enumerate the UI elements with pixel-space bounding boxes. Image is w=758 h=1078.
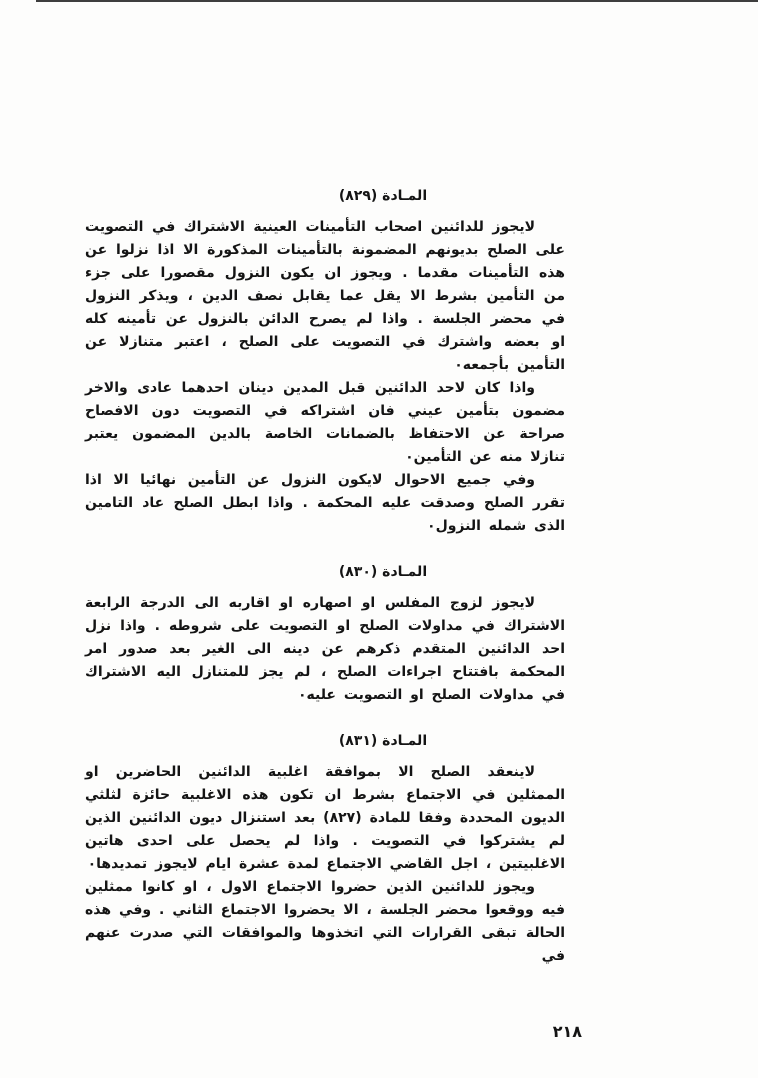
text-column [85, 188, 565, 968]
article-heading: المـادة (٨٣١) [338, 733, 428, 749]
article-paragraph: لاينعقد الصلح الا بموافقة اغلبية الدائنين الحاضرين او الممثلين في الاجتماع بشرط ان تكون هذه الاغلبية حائزة لثلثي الديون المحددة وفقا للمادة (٨٢٧) بعد استنزال ديون الدائنين الذين لم يشتركوا في التصويت . واذا لم يحصل على احدى هاتين الاغلبيتين ، اجل القاضي الاجتماع لمدة عشرة ايام لايجوز تمديدها٠ [85, 764, 566, 872]
article-831 [85, 733, 565, 968]
article-paragraph: واذا كان لاحد الدائنين قبل المدين دينان احدهما عادى والاخر مضمون بتأمين عيني فان اشتراكه في التصويت دون الافصاح صراحة عن الاحتفاظ بالضمانات الخاصة بالدين المضمون يعتبر تنازلا منه عن التأمين٠ [85, 380, 565, 465]
article-829 [85, 188, 565, 538]
article-paragraph: ويجوز للدائنين الذين حضروا الاجتماع الاول ، او كانوا ممثلين فيه ووقعوا محضر الجلسة ، الا يحضروا الاجتماع الثاني . وفي هذه الحالة تبقى القرارات التي اتخذوها والموافقات التي صدرت عنهم في [85, 879, 565, 964]
article-830 [85, 564, 565, 707]
article-paragraph: وفي جميع الاحوال لايكون النزول عن التأمين نهائيا الا اذا تقرر الصلح وصدقت عليه المحكمة . واذا ابطل الصلح عاد التامين الذى شمله النزول٠ [85, 472, 565, 534]
article-heading: المـادة (٨٢٩) [338, 188, 428, 204]
scan-artifact-line [36, 0, 758, 2]
article-heading: المـادة (٨٣٠) [338, 564, 428, 580]
article-paragraph: لايجوز للدائنين اصحاب التأمينات العينية الاشتراك في التصويت على الصلح بديونهم المضمونة بالتأمينات المذكورة الا اذا نزلوا عن هذه التأمينات مقدما . ويجوز ان يكون النزول مقصورا على جزء من التأمين بشرط الا يقل عما يقابل نصف الدين ، ويذكر النزول في محضر الجلسة . واذا لم يصرح الدائن بالنزول عن تأمينه كله او بعضه واشترك في التصويت على الصلح ، اعتبر متنازلا عن التأمين بأجمعه٠ [85, 219, 565, 373]
page-number: ٢١٨ [552, 1022, 582, 1041]
article-paragraph: لايجوز لزوج المفلس او اصهاره او اقاربه الى الدرجة الرابعة الاشتراك في مداولات الصلح او التصويت على شروطه . واذا نزل احد الدائنين المتقدم ذكرهم عن دينه الى الغير بعد صدور امر المحكمة بافتتاح اجراءات الصلح ، لم يجز للمتنازل اليه الاشتراك في مداولات الصلح او التصويت عليه٠ [85, 595, 565, 703]
